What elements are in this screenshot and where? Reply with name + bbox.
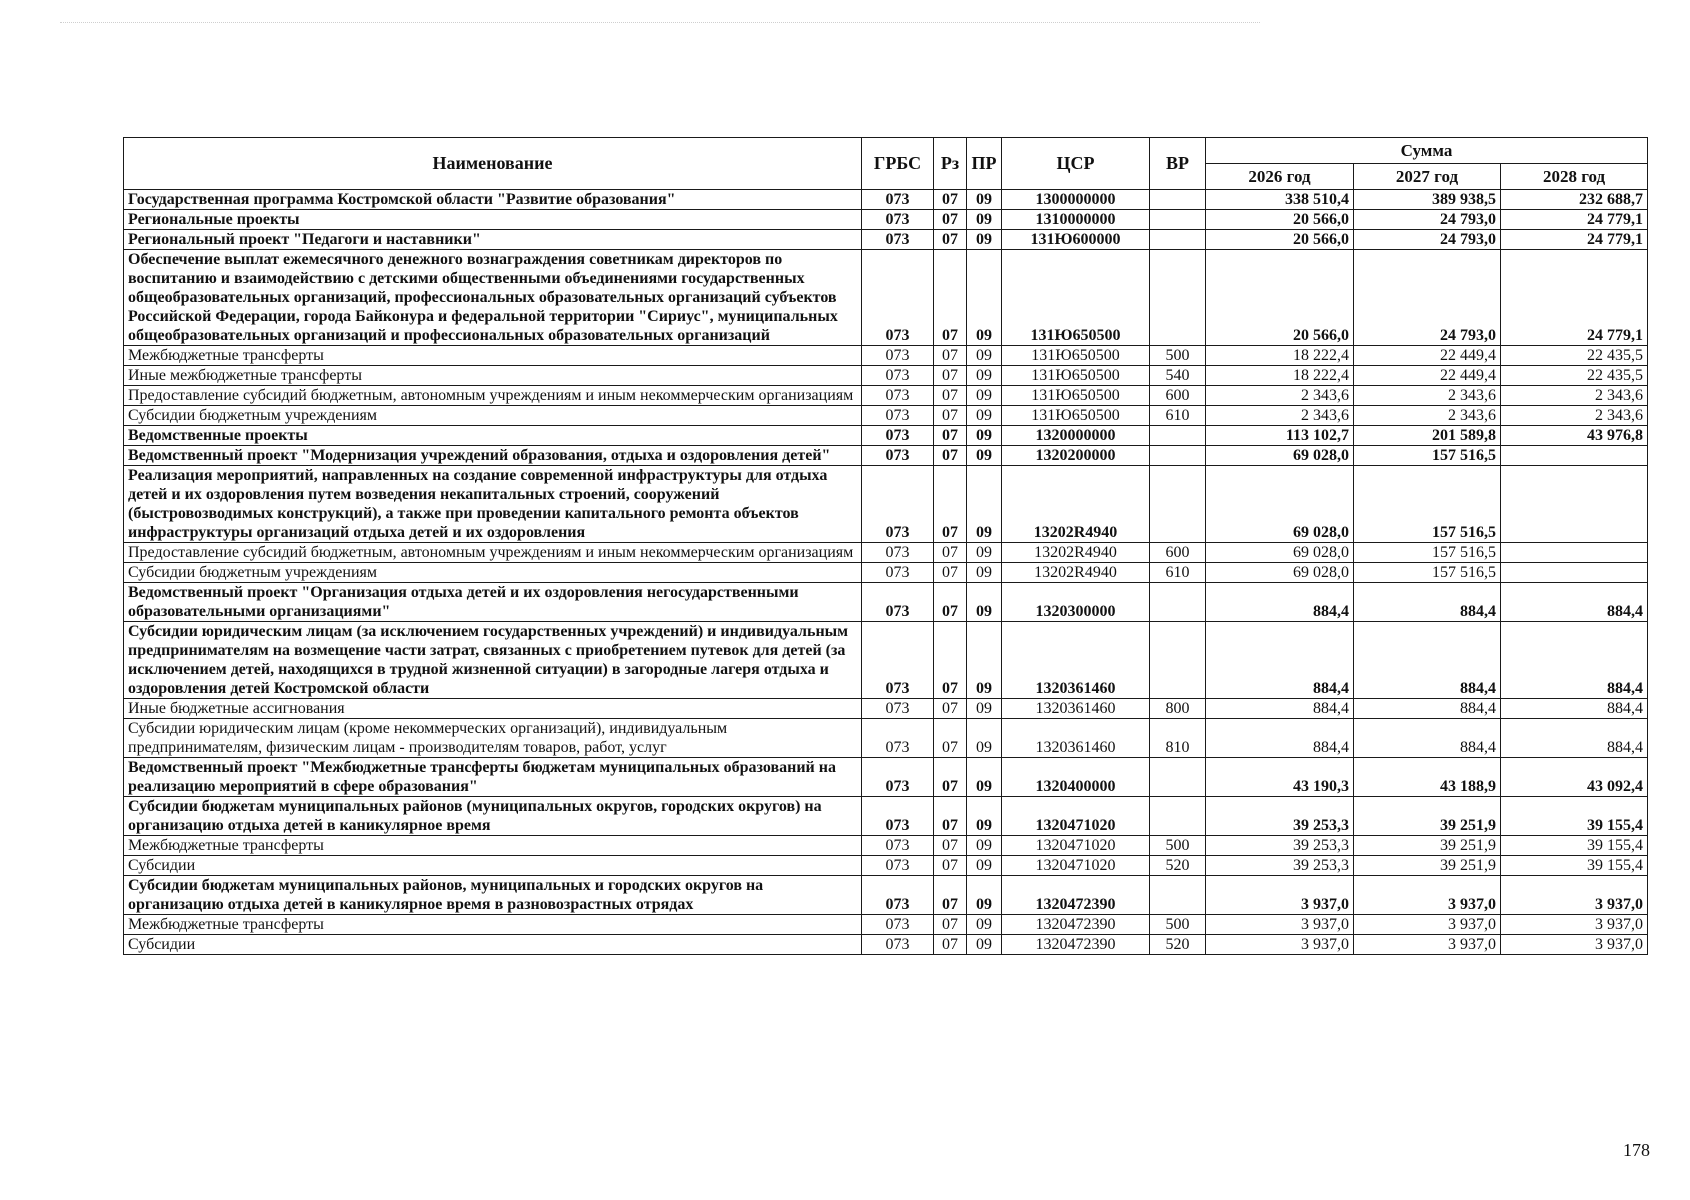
cell-name: Ведомственный проект "Модернизация учреждений образования, отдыха и оздоровления детей" bbox=[124, 446, 862, 466]
cell-pr: 09 bbox=[967, 563, 1002, 583]
cell-rz: 07 bbox=[934, 758, 967, 797]
cell-2026: 43 190,3 bbox=[1206, 758, 1354, 797]
cell-vr: 610 bbox=[1150, 563, 1206, 583]
cell-2026: 69 028,0 bbox=[1206, 543, 1354, 563]
cell-pr: 09 bbox=[967, 836, 1002, 856]
cell-2026: 39 253,3 bbox=[1206, 856, 1354, 876]
cell-pr: 09 bbox=[967, 190, 1002, 210]
cell-pr: 09 bbox=[967, 797, 1002, 836]
header-year-2028: 2028 год bbox=[1501, 164, 1648, 190]
cell-grbs: 073 bbox=[862, 230, 934, 250]
cell-csr: 13202R4940 bbox=[1002, 543, 1150, 563]
table-row bbox=[124, 210, 1648, 230]
cell-name: Реализация мероприятий, направленных на создание современной инфраструктуры для отдыха детей и их оздоровления путем возведения некапитальных строений, сооружений (быстровозводимых конструкций), а также при проведении капитального ремонта объектов инфраструктуры организаций отдыха детей и их оздоровления bbox=[124, 466, 862, 543]
cell-csr: 1320361460 bbox=[1002, 622, 1150, 699]
header-year-2026: 2026 год bbox=[1206, 164, 1354, 190]
table-row bbox=[124, 836, 1648, 856]
cell-vr: 810 bbox=[1150, 719, 1206, 758]
table-row bbox=[124, 622, 1648, 699]
cell-pr: 09 bbox=[967, 719, 1002, 758]
cell-grbs: 073 bbox=[862, 622, 934, 699]
cell-2028: 3 937,0 bbox=[1501, 935, 1648, 955]
cell-grbs: 073 bbox=[862, 935, 934, 955]
cell-rz: 07 bbox=[934, 836, 967, 856]
cell-2026: 18 222,4 bbox=[1206, 366, 1354, 386]
cell-rz: 07 bbox=[934, 466, 967, 543]
cell-2028: 39 155,4 bbox=[1501, 856, 1648, 876]
cell-vr: 610 bbox=[1150, 406, 1206, 426]
cell-rz: 07 bbox=[934, 719, 967, 758]
cell-name: Иные межбюджетные трансферты bbox=[124, 366, 862, 386]
cell-2028: 884,4 bbox=[1501, 583, 1648, 622]
cell-grbs: 073 bbox=[862, 836, 934, 856]
table-row bbox=[124, 250, 1648, 346]
cell-2028 bbox=[1501, 543, 1648, 563]
cell-2028: 884,4 bbox=[1501, 719, 1648, 758]
header-vr: ВР bbox=[1150, 138, 1206, 190]
cell-2026: 884,4 bbox=[1206, 719, 1354, 758]
cell-2026: 2 343,6 bbox=[1206, 406, 1354, 426]
cell-vr: 540 bbox=[1150, 366, 1206, 386]
cell-2026: 338 510,4 bbox=[1206, 190, 1354, 210]
cell-2027: 157 516,5 bbox=[1354, 446, 1501, 466]
cell-2028: 24 779,1 bbox=[1501, 250, 1648, 346]
cell-vr: 520 bbox=[1150, 935, 1206, 955]
cell-vr bbox=[1150, 230, 1206, 250]
cell-csr: 1320300000 bbox=[1002, 583, 1150, 622]
cell-rz: 07 bbox=[934, 876, 967, 915]
cell-csr: 131Ю650500 bbox=[1002, 366, 1150, 386]
cell-rz: 07 bbox=[934, 622, 967, 699]
cell-name: Государственная программа Костромской области "Развитие образования" bbox=[124, 190, 862, 210]
cell-2027: 884,4 bbox=[1354, 719, 1501, 758]
cell-grbs: 073 bbox=[862, 426, 934, 446]
cell-2027: 389 938,5 bbox=[1354, 190, 1501, 210]
table-row bbox=[124, 386, 1648, 406]
cell-csr: 131Ю650500 bbox=[1002, 346, 1150, 366]
cell-pr: 09 bbox=[967, 856, 1002, 876]
cell-vr bbox=[1150, 758, 1206, 797]
cell-2027: 201 589,8 bbox=[1354, 426, 1501, 446]
cell-grbs: 073 bbox=[862, 386, 934, 406]
cell-2028: 884,4 bbox=[1501, 622, 1648, 699]
table-row bbox=[124, 719, 1648, 758]
cell-grbs: 073 bbox=[862, 190, 934, 210]
cell-2027: 24 793,0 bbox=[1354, 210, 1501, 230]
cell-csr: 1320471020 bbox=[1002, 856, 1150, 876]
cell-name: Иные бюджетные ассигнования bbox=[124, 699, 862, 719]
cell-rz: 07 bbox=[934, 406, 967, 426]
cell-rz: 07 bbox=[934, 563, 967, 583]
cell-grbs: 073 bbox=[862, 406, 934, 426]
cell-csr: 1320472390 bbox=[1002, 935, 1150, 955]
cell-2028: 39 155,4 bbox=[1501, 797, 1648, 836]
cell-rz: 07 bbox=[934, 190, 967, 210]
cell-rz: 07 bbox=[934, 446, 967, 466]
header-pr: ПР bbox=[967, 138, 1002, 190]
cell-2028: 2 343,6 bbox=[1501, 406, 1648, 426]
cell-grbs: 073 bbox=[862, 797, 934, 836]
table-row bbox=[124, 466, 1648, 543]
cell-name: Межбюджетные трансферты bbox=[124, 346, 862, 366]
cell-2027: 884,4 bbox=[1354, 622, 1501, 699]
cell-vr bbox=[1150, 466, 1206, 543]
cell-2026: 884,4 bbox=[1206, 699, 1354, 719]
cell-rz: 07 bbox=[934, 230, 967, 250]
cell-2027: 884,4 bbox=[1354, 583, 1501, 622]
cell-2028 bbox=[1501, 466, 1648, 543]
cell-grbs: 073 bbox=[862, 719, 934, 758]
cell-grbs: 073 bbox=[862, 563, 934, 583]
cell-2026: 884,4 bbox=[1206, 622, 1354, 699]
cell-2027: 157 516,5 bbox=[1354, 543, 1501, 563]
cell-2026: 113 102,7 bbox=[1206, 426, 1354, 446]
cell-csr: 1320471020 bbox=[1002, 797, 1150, 836]
cell-2028: 43 092,4 bbox=[1501, 758, 1648, 797]
cell-rz: 07 bbox=[934, 856, 967, 876]
cell-2028: 2 343,6 bbox=[1501, 386, 1648, 406]
cell-pr: 09 bbox=[967, 622, 1002, 699]
header-name: Наименование bbox=[124, 138, 862, 190]
cell-name: Субсидии bbox=[124, 935, 862, 955]
cell-name: Региональные проекты bbox=[124, 210, 862, 230]
cell-name: Предоставление субсидий бюджетным, автономным учреждениям и иным некоммерческим организациям bbox=[124, 386, 862, 406]
cell-csr: 1320000000 bbox=[1002, 426, 1150, 446]
cell-grbs: 073 bbox=[862, 915, 934, 935]
cell-2026: 3 937,0 bbox=[1206, 876, 1354, 915]
cell-2028: 22 435,5 bbox=[1501, 366, 1648, 386]
cell-vr bbox=[1150, 622, 1206, 699]
table-row bbox=[124, 543, 1648, 563]
cell-2028: 24 779,1 bbox=[1501, 210, 1648, 230]
cell-vr: 600 bbox=[1150, 543, 1206, 563]
cell-name: Региональный проект "Педагоги и наставники" bbox=[124, 230, 862, 250]
cell-2026: 69 028,0 bbox=[1206, 466, 1354, 543]
table-row bbox=[124, 935, 1648, 955]
cell-csr: 131Ю600000 bbox=[1002, 230, 1150, 250]
cell-pr: 09 bbox=[967, 366, 1002, 386]
cell-name: Субсидии юридическим лицам (за исключением государственных учреждений) и индивидуальным предпринимателям на возмещение части затрат, связанных с приобретением путевок для детей (за исключением детей, находящихся в трудной жизненной ситуации) в загородные лагеря отдыха и оздоровления детей Костромской области bbox=[124, 622, 862, 699]
cell-2027: 39 251,9 bbox=[1354, 856, 1501, 876]
cell-rz: 07 bbox=[934, 935, 967, 955]
cell-pr: 09 bbox=[967, 386, 1002, 406]
cell-2027: 39 251,9 bbox=[1354, 797, 1501, 836]
cell-pr: 09 bbox=[967, 210, 1002, 230]
cell-grbs: 073 bbox=[862, 366, 934, 386]
cell-grbs: 073 bbox=[862, 699, 934, 719]
page-number: 178 bbox=[1623, 1140, 1650, 1160]
cell-2026: 69 028,0 bbox=[1206, 563, 1354, 583]
table-row bbox=[124, 563, 1648, 583]
cell-vr bbox=[1150, 426, 1206, 446]
header-year-2027: 2027 год bbox=[1354, 164, 1501, 190]
cell-vr: 500 bbox=[1150, 346, 1206, 366]
cell-vr bbox=[1150, 446, 1206, 466]
cell-2026: 18 222,4 bbox=[1206, 346, 1354, 366]
cell-2028: 232 688,7 bbox=[1501, 190, 1648, 210]
cell-name: Субсидии бюджетам муниципальных районов (муниципальных округов, городских округов) на организацию отдыха детей в каникулярное время bbox=[124, 797, 862, 836]
table-row bbox=[124, 699, 1648, 719]
cell-pr: 09 bbox=[967, 583, 1002, 622]
cell-2028: 43 976,8 bbox=[1501, 426, 1648, 446]
cell-grbs: 073 bbox=[862, 250, 934, 346]
scan-artifact-line bbox=[60, 22, 1260, 23]
cell-vr bbox=[1150, 797, 1206, 836]
cell-grbs: 073 bbox=[862, 210, 934, 230]
table-row bbox=[124, 366, 1648, 386]
cell-csr: 1320361460 bbox=[1002, 719, 1150, 758]
cell-rz: 07 bbox=[934, 426, 967, 446]
cell-pr: 09 bbox=[967, 543, 1002, 563]
cell-2027: 39 251,9 bbox=[1354, 836, 1501, 856]
cell-2027: 3 937,0 bbox=[1354, 915, 1501, 935]
table-header bbox=[124, 138, 1648, 190]
cell-csr: 1320400000 bbox=[1002, 758, 1150, 797]
cell-vr: 800 bbox=[1150, 699, 1206, 719]
table-row bbox=[124, 797, 1648, 836]
cell-2028: 24 779,1 bbox=[1501, 230, 1648, 250]
cell-2026: 39 253,3 bbox=[1206, 836, 1354, 856]
cell-grbs: 073 bbox=[862, 446, 934, 466]
table-row bbox=[124, 446, 1648, 466]
cell-pr: 09 bbox=[967, 915, 1002, 935]
header-sum: Сумма bbox=[1206, 138, 1648, 164]
cell-rz: 07 bbox=[934, 250, 967, 346]
table-row bbox=[124, 915, 1648, 935]
cell-2026: 69 028,0 bbox=[1206, 446, 1354, 466]
cell-vr: 520 bbox=[1150, 856, 1206, 876]
budget-table bbox=[123, 137, 1648, 955]
cell-2027: 884,4 bbox=[1354, 699, 1501, 719]
cell-csr: 131Ю650500 bbox=[1002, 406, 1150, 426]
cell-name: Межбюджетные трансферты bbox=[124, 836, 862, 856]
cell-2027: 24 793,0 bbox=[1354, 250, 1501, 346]
cell-2027: 22 449,4 bbox=[1354, 366, 1501, 386]
cell-pr: 09 bbox=[967, 466, 1002, 543]
cell-grbs: 073 bbox=[862, 543, 934, 563]
cell-pr: 09 bbox=[967, 699, 1002, 719]
cell-2027: 157 516,5 bbox=[1354, 563, 1501, 583]
cell-name: Субсидии бюджетным учреждениям bbox=[124, 406, 862, 426]
cell-vr bbox=[1150, 876, 1206, 915]
cell-rz: 07 bbox=[934, 797, 967, 836]
cell-2026: 20 566,0 bbox=[1206, 210, 1354, 230]
cell-2028: 3 937,0 bbox=[1501, 876, 1648, 915]
cell-pr: 09 bbox=[967, 346, 1002, 366]
cell-2028 bbox=[1501, 563, 1648, 583]
cell-csr: 1300000000 bbox=[1002, 190, 1150, 210]
cell-2026: 3 937,0 bbox=[1206, 935, 1354, 955]
cell-vr bbox=[1150, 210, 1206, 230]
cell-rz: 07 bbox=[934, 386, 967, 406]
cell-grbs: 073 bbox=[862, 856, 934, 876]
cell-csr: 1320361460 bbox=[1002, 699, 1150, 719]
cell-name: Ведомственный проект "Организация отдыха детей и их оздоровления негосударственными образовательными организациями" bbox=[124, 583, 862, 622]
cell-rz: 07 bbox=[934, 210, 967, 230]
cell-2026: 884,4 bbox=[1206, 583, 1354, 622]
cell-grbs: 073 bbox=[862, 346, 934, 366]
cell-vr bbox=[1150, 190, 1206, 210]
table-row bbox=[124, 856, 1648, 876]
cell-csr: 1320200000 bbox=[1002, 446, 1150, 466]
cell-2028: 3 937,0 bbox=[1501, 915, 1648, 935]
cell-2027: 2 343,6 bbox=[1354, 406, 1501, 426]
cell-2027: 3 937,0 bbox=[1354, 876, 1501, 915]
header-grbs: ГРБС bbox=[862, 138, 934, 190]
cell-vr: 500 bbox=[1150, 915, 1206, 935]
cell-2026: 20 566,0 bbox=[1206, 230, 1354, 250]
cell-2027: 157 516,5 bbox=[1354, 466, 1501, 543]
cell-name: Обеспечение выплат ежемесячного денежного вознаграждения советникам директоров по воспитанию и взаимодействию с детскими общественными объединениями государственных общеобразовательных организаций, профессиональных образовательных организаций субъектов Российской Федерации, города Байконура и федеральной территории "Сириус", муниципальных общеобразовательных организаций и профессиональных образовательных организаций bbox=[124, 250, 862, 346]
cell-name: Субсидии бюджетным учреждениям bbox=[124, 563, 862, 583]
cell-csr: 131Ю650500 bbox=[1002, 386, 1150, 406]
table-row bbox=[124, 876, 1648, 915]
cell-2028 bbox=[1501, 446, 1648, 466]
cell-csr: 1320472390 bbox=[1002, 876, 1150, 915]
header-rz: Рз bbox=[934, 138, 967, 190]
cell-csr: 13202R4940 bbox=[1002, 466, 1150, 543]
cell-vr bbox=[1150, 583, 1206, 622]
cell-name: Субсидии юридическим лицам (кроме некоммерческих организаций), индивидуальным предпринимателям, физическим лицам - производителям товаров, работ, услуг bbox=[124, 719, 862, 758]
cell-csr: 131Ю650500 bbox=[1002, 250, 1150, 346]
cell-2028: 884,4 bbox=[1501, 699, 1648, 719]
cell-name: Субсидии bbox=[124, 856, 862, 876]
cell-pr: 09 bbox=[967, 758, 1002, 797]
cell-2026: 20 566,0 bbox=[1206, 250, 1354, 346]
cell-vr bbox=[1150, 250, 1206, 346]
cell-grbs: 073 bbox=[862, 758, 934, 797]
cell-pr: 09 bbox=[967, 230, 1002, 250]
cell-2027: 3 937,0 bbox=[1354, 935, 1501, 955]
cell-pr: 09 bbox=[967, 935, 1002, 955]
cell-2027: 22 449,4 bbox=[1354, 346, 1501, 366]
cell-2027: 43 188,9 bbox=[1354, 758, 1501, 797]
header-csr: ЦСР bbox=[1002, 138, 1150, 190]
cell-rz: 07 bbox=[934, 915, 967, 935]
cell-2028: 39 155,4 bbox=[1501, 836, 1648, 856]
cell-rz: 07 bbox=[934, 583, 967, 622]
cell-grbs: 073 bbox=[862, 876, 934, 915]
cell-name: Ведомственные проекты bbox=[124, 426, 862, 446]
cell-pr: 09 bbox=[967, 446, 1002, 466]
table-row bbox=[124, 230, 1648, 250]
cell-rz: 07 bbox=[934, 699, 967, 719]
cell-csr: 1310000000 bbox=[1002, 210, 1150, 230]
table-row bbox=[124, 426, 1648, 446]
cell-2026: 3 937,0 bbox=[1206, 915, 1354, 935]
cell-csr: 1320471020 bbox=[1002, 836, 1150, 856]
cell-2028: 22 435,5 bbox=[1501, 346, 1648, 366]
cell-rz: 07 bbox=[934, 366, 967, 386]
table-row bbox=[124, 758, 1648, 797]
cell-pr: 09 bbox=[967, 406, 1002, 426]
cell-rz: 07 bbox=[934, 543, 967, 563]
table-body bbox=[124, 190, 1648, 955]
cell-name: Межбюджетные трансферты bbox=[124, 915, 862, 935]
cell-name: Ведомственный проект "Межбюджетные трансферты бюджетам муниципальных образований на реализацию мероприятий в сфере образования" bbox=[124, 758, 862, 797]
cell-name: Предоставление субсидий бюджетным, автономным учреждениям и иным некоммерческим организациям bbox=[124, 543, 862, 563]
cell-vr: 600 bbox=[1150, 386, 1206, 406]
table-row bbox=[124, 583, 1648, 622]
cell-csr: 13202R4940 bbox=[1002, 563, 1150, 583]
table-row bbox=[124, 406, 1648, 426]
cell-2026: 2 343,6 bbox=[1206, 386, 1354, 406]
cell-2027: 24 793,0 bbox=[1354, 230, 1501, 250]
cell-grbs: 073 bbox=[862, 466, 934, 543]
cell-grbs: 073 bbox=[862, 583, 934, 622]
cell-pr: 09 bbox=[967, 876, 1002, 915]
cell-2026: 39 253,3 bbox=[1206, 797, 1354, 836]
cell-pr: 09 bbox=[967, 426, 1002, 446]
table-row bbox=[124, 346, 1648, 366]
cell-name: Субсидии бюджетам муниципальных районов, муниципальных и городских округов на организацию отдыха детей в каникулярное время в разновозрастных отрядах bbox=[124, 876, 862, 915]
cell-2027: 2 343,6 bbox=[1354, 386, 1501, 406]
table-row bbox=[124, 190, 1648, 210]
cell-pr: 09 bbox=[967, 250, 1002, 346]
cell-csr: 1320472390 bbox=[1002, 915, 1150, 935]
cell-rz: 07 bbox=[934, 346, 967, 366]
cell-vr: 500 bbox=[1150, 836, 1206, 856]
